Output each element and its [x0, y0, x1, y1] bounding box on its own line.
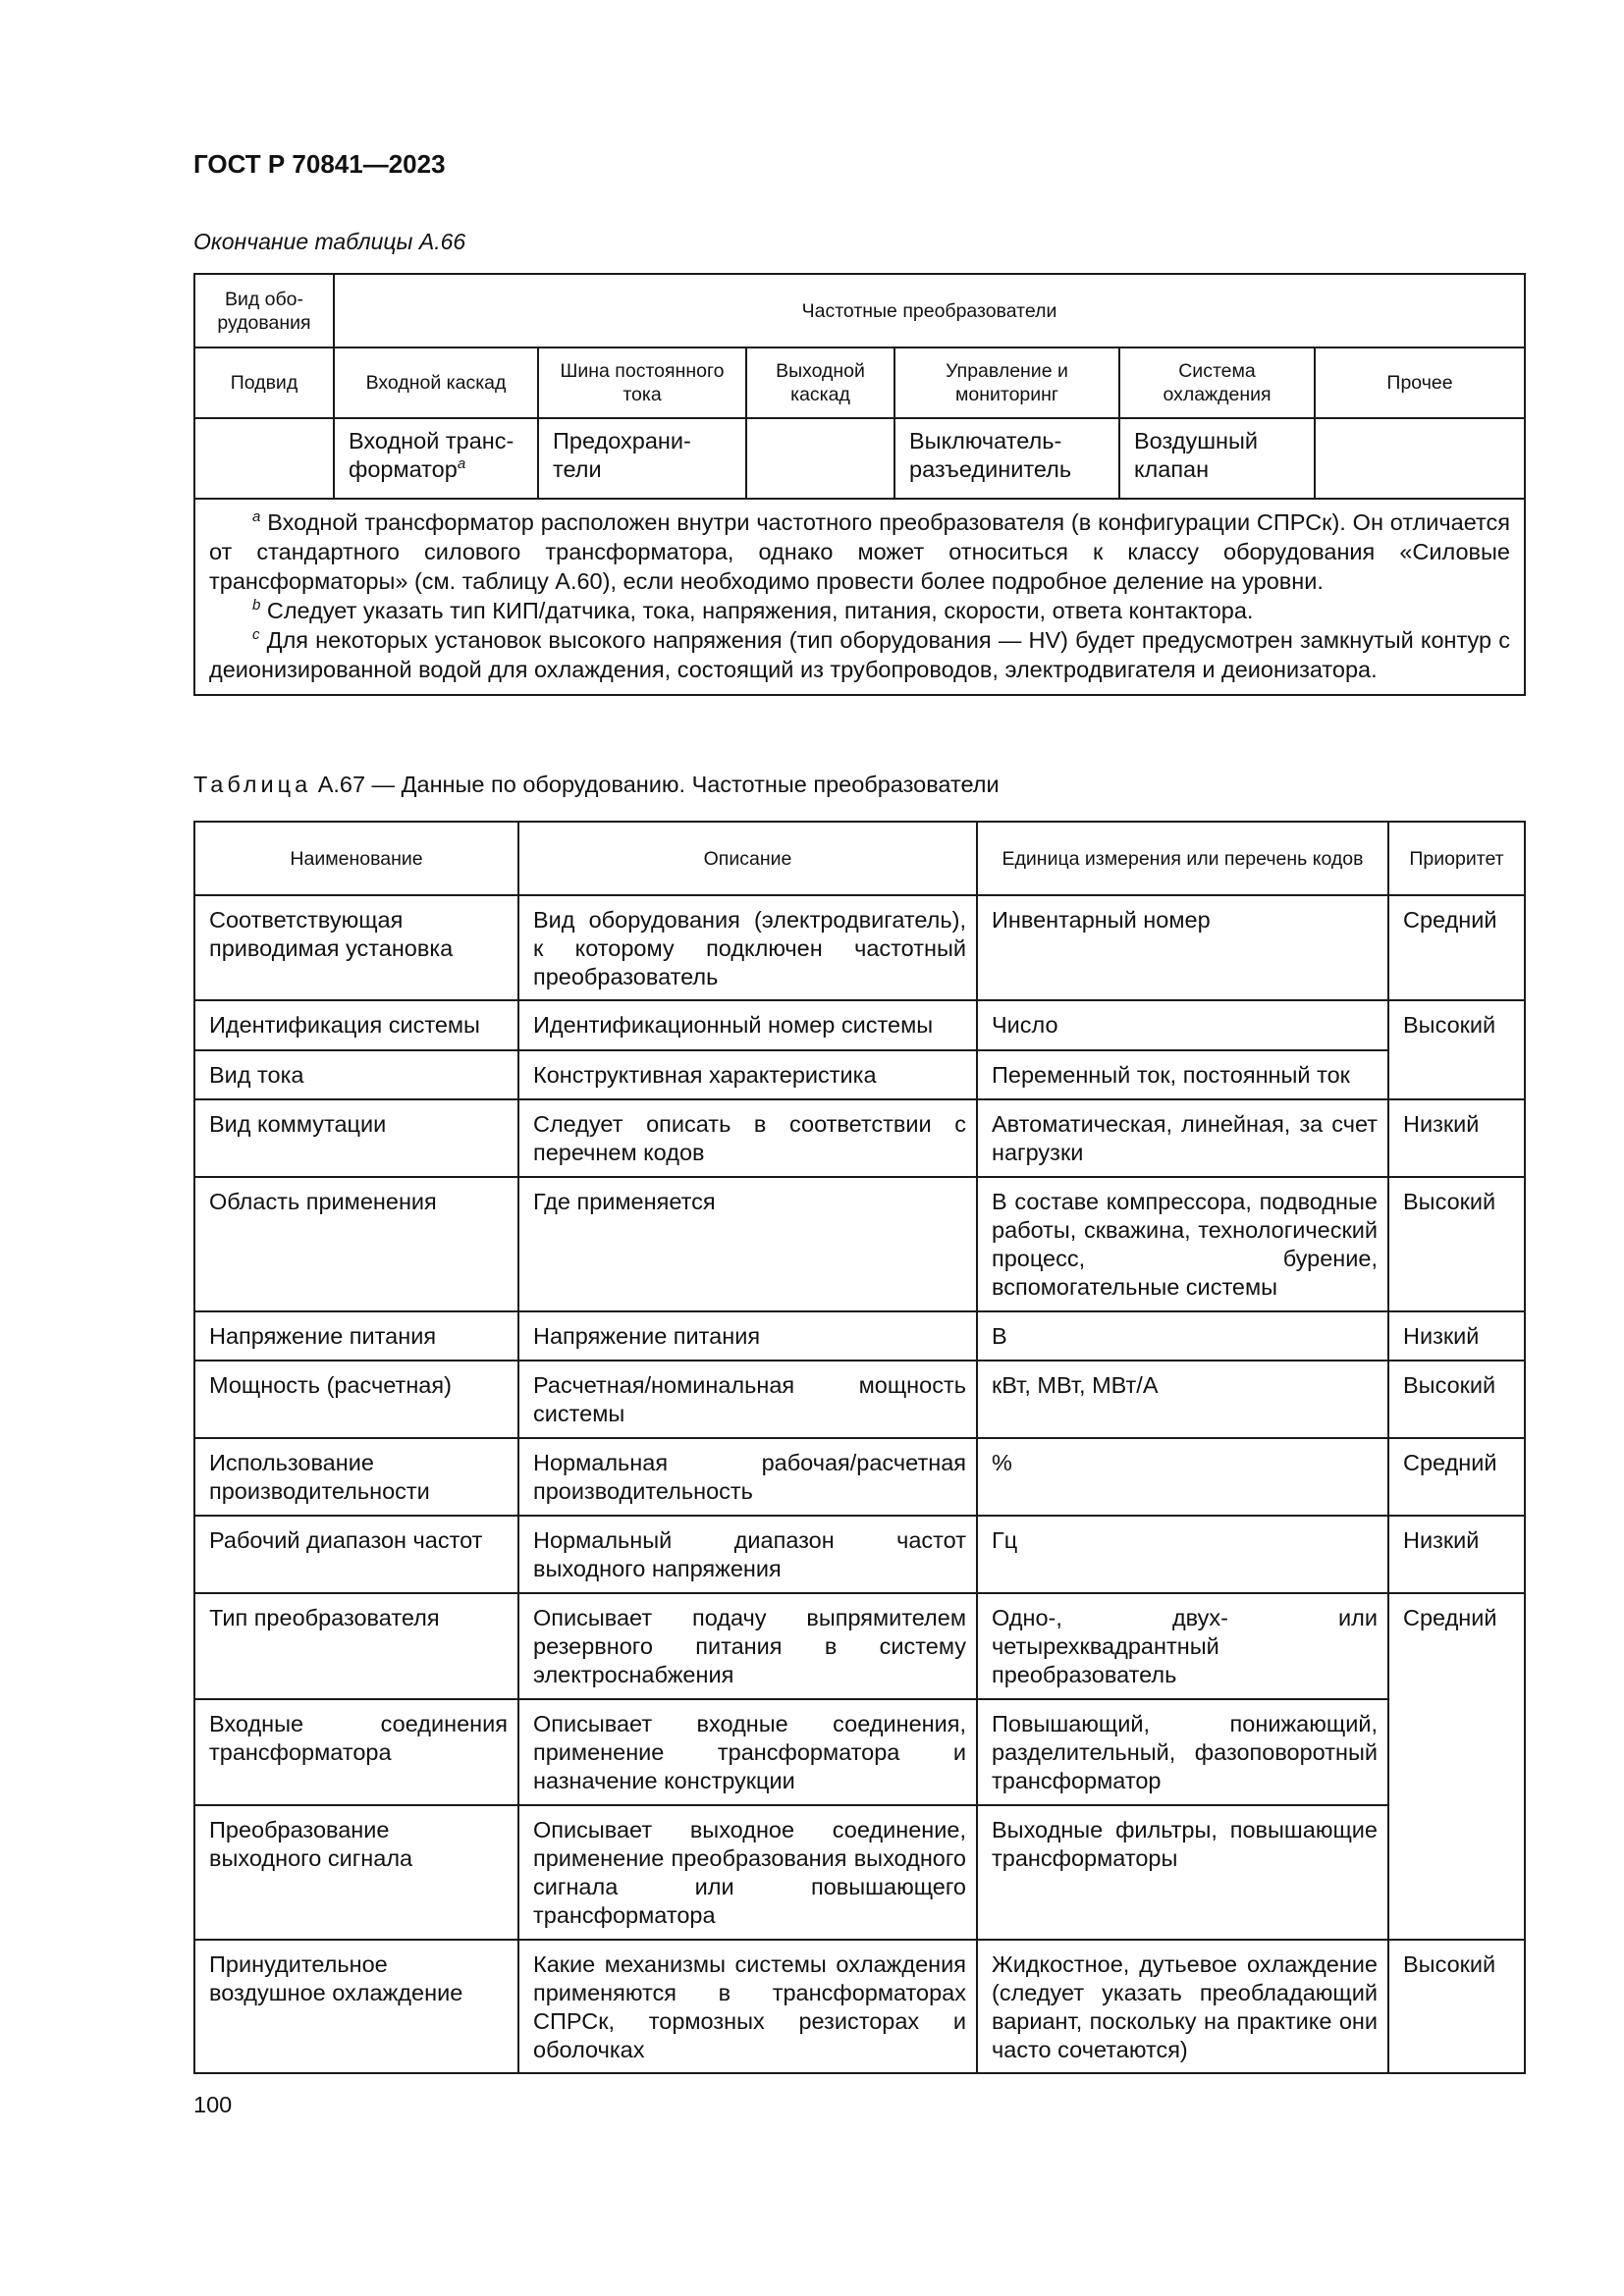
table-cell: Жидкостное, дутьевое охлаждение (следует указать преобладающий вариант, поскольку на практике они часто сочетаются): [977, 1940, 1388, 2073]
table-cell: Гц: [977, 1516, 1388, 1593]
table-title-text: А.67 — Данные по оборудованию. Частотные преобразователи: [317, 772, 1000, 797]
table-cell: Рабочий диапазон частот: [194, 1516, 518, 1593]
table-cell: Высокий: [1388, 1940, 1525, 2073]
footnote: [209, 507, 1510, 596]
table-cell: Напряжение питания: [194, 1311, 518, 1361]
table-cell: Расчетная/номинальная мощность системы: [518, 1361, 977, 1438]
table-cell: Переменный ток, постоянный ток: [977, 1050, 1388, 1099]
table-cell: Какие механизмы системы охлаждения применяются в трансформаторах СПРСк, тормозных резисторах и оболочках: [518, 1940, 977, 2073]
table-cell: [1315, 418, 1525, 499]
table-cell: Напряжение питания: [518, 1311, 977, 1361]
table-cell: Описывает подачу выпрямителем резервного питания в систему электроснабжения: [518, 1593, 977, 1699]
table-a66: [193, 273, 1526, 696]
subheader-other: Прочее: [1315, 347, 1525, 418]
table-cell: Воздушный клапан: [1119, 418, 1315, 499]
table-cell: Средний: [1388, 1593, 1525, 1940]
table-cell: Вид оборудования (электродвигатель), к которому подключен частотный преобразователь: [518, 895, 977, 1000]
table-cell: Средний: [1388, 1438, 1525, 1516]
table-cell: В: [977, 1311, 1388, 1361]
group-title-header: Частотные преобразователи: [334, 274, 1525, 347]
footnote-text: Для некоторых установок высокого напряжения (тип оборудования — HV) будет предусмотрен замкнутый контур с деионизированной водой для охлаждения, состоящий из трубопроводов, электродвигателя и деионизатора.: [209, 627, 1511, 682]
table-cell: Входные соединения трансформатора: [194, 1699, 518, 1805]
table-cell: [194, 418, 334, 499]
page-number: 100: [193, 2092, 233, 2117]
table-title-word: Таблица: [193, 772, 312, 797]
table-cell: [746, 418, 894, 499]
subheader-output-stage: Выходной каскад: [746, 347, 894, 418]
table-cell: В составе компрессора, подводные работы, скважина, технологический процесс, бурение, вспомогательные системы: [977, 1177, 1388, 1311]
table-cell: Высокий: [1388, 1177, 1525, 1311]
table-cell: Идентификационный номер системы: [518, 1000, 977, 1050]
table-cell: Вид тока: [194, 1050, 518, 1099]
table-a67: [193, 821, 1526, 2074]
table-cell: Низкий: [1388, 1099, 1525, 1177]
header-description: Описание: [518, 822, 977, 895]
table-cell: Автоматическая, линейная, за счет нагрузки: [977, 1099, 1388, 1177]
subheader-control-monitoring: Управление и мониторинг: [894, 347, 1119, 418]
table-cell: Выходные фильтры, повышающие трансформаторы: [977, 1805, 1388, 1940]
table-cell: Описывает выходное соединение, применение преобразования выходного сигнала или повышающего трансформатора: [518, 1805, 977, 1940]
header-name: Наименование: [194, 822, 518, 895]
header-priority: Приоритет: [1388, 822, 1525, 895]
equipment-type-header: Вид обо-рудования: [194, 274, 334, 347]
table-cell: Область применения: [194, 1177, 518, 1311]
table-cell: Принудительное воздушное охлаждение: [194, 1940, 518, 2073]
table-cell: Низкий: [1388, 1516, 1525, 1593]
table-cell: Выключатель-разъединитель: [894, 418, 1119, 499]
footnote-marker: b: [252, 597, 261, 614]
header-unit: Единица измерения или перечень кодов: [977, 822, 1388, 895]
footnote-text: Входной трансформатор расположен внутри частотного преобразователя (в конфигурации СПРСк). Он отличается от стандартного силового трансформатора, однако может относиться к классу оборудования «Силовые трансформаторы» (см. таблицу А.60), если необходимо провести более подробное деление на уровни.: [209, 509, 1510, 594]
table-cell: Нормальный диапазон частот выходного напряжения: [518, 1516, 977, 1593]
footnote: [209, 596, 1510, 625]
table-cell: Идентификация системы: [194, 1000, 518, 1050]
table-cell: Число: [977, 1000, 1388, 1050]
document-code: ГОСТ Р 70841—2023: [193, 149, 446, 179]
footnote-marker: c: [252, 626, 260, 644]
table-cell: Где применяется: [518, 1177, 977, 1311]
table-cell: [334, 418, 538, 499]
table-cell: Нормальная рабочая/расчетная производительность: [518, 1438, 977, 1516]
table-cell: Высокий: [1388, 1000, 1525, 1099]
table-cell: Одно-, двух- или четырехквадрантный преобразователь: [977, 1593, 1388, 1699]
footnote: [209, 625, 1510, 684]
table-cell: Тип преобразователя: [194, 1593, 518, 1699]
table-cell: Повышающий, понижающий, разделительный, фазоповоротный трансформатор: [977, 1699, 1388, 1805]
table-notes: [194, 499, 1525, 695]
table-cell: Низкий: [1388, 1311, 1525, 1361]
table-cell: Инвентарный номер: [977, 895, 1388, 1000]
table-cell: Высокий: [1388, 1361, 1525, 1438]
footnote-marker: a: [457, 455, 466, 473]
cell-text: Входной транс-форматор: [349, 428, 514, 482]
table-cell: Преобразование выходного сигнала: [194, 1805, 518, 1940]
footnote-marker: a: [252, 508, 261, 526]
table-cell: кВт, МВт, МВт/А: [977, 1361, 1388, 1438]
table-cell: Предохрани-тели: [538, 418, 746, 499]
table-cell: Использование производительности: [194, 1438, 518, 1516]
table-cell: Следует описать в соответствии с перечнем кодов: [518, 1099, 977, 1177]
table-continuation-label: Окончание таблицы А.66: [193, 229, 466, 254]
table-cell: Соответствующая приводимая установка: [194, 895, 518, 1000]
table-cell: Конструктивная характеристика: [518, 1050, 977, 1099]
subheader-cooling-system: Система охлаждения: [1119, 347, 1315, 418]
table-cell: Вид коммутации: [194, 1099, 518, 1177]
subheader-subtype: Подвид: [194, 347, 334, 418]
table-cell: Средний: [1388, 895, 1525, 1000]
table-cell: Мощность (расчетная): [194, 1361, 518, 1438]
table-cell: Описывает входные соединения, применение трансформатора и назначение конструкции: [518, 1699, 977, 1805]
table-a67-title: [193, 772, 1000, 798]
table-cell: %: [977, 1438, 1388, 1516]
footnote-text: Следует указать тип КИП/датчика, тока, напряжения, питания, скорости, ответа контактора.: [266, 598, 1254, 623]
subheader-dc-bus: Шина постоянного тока: [538, 347, 746, 418]
subheader-input-stage: Входной каскад: [334, 347, 538, 418]
